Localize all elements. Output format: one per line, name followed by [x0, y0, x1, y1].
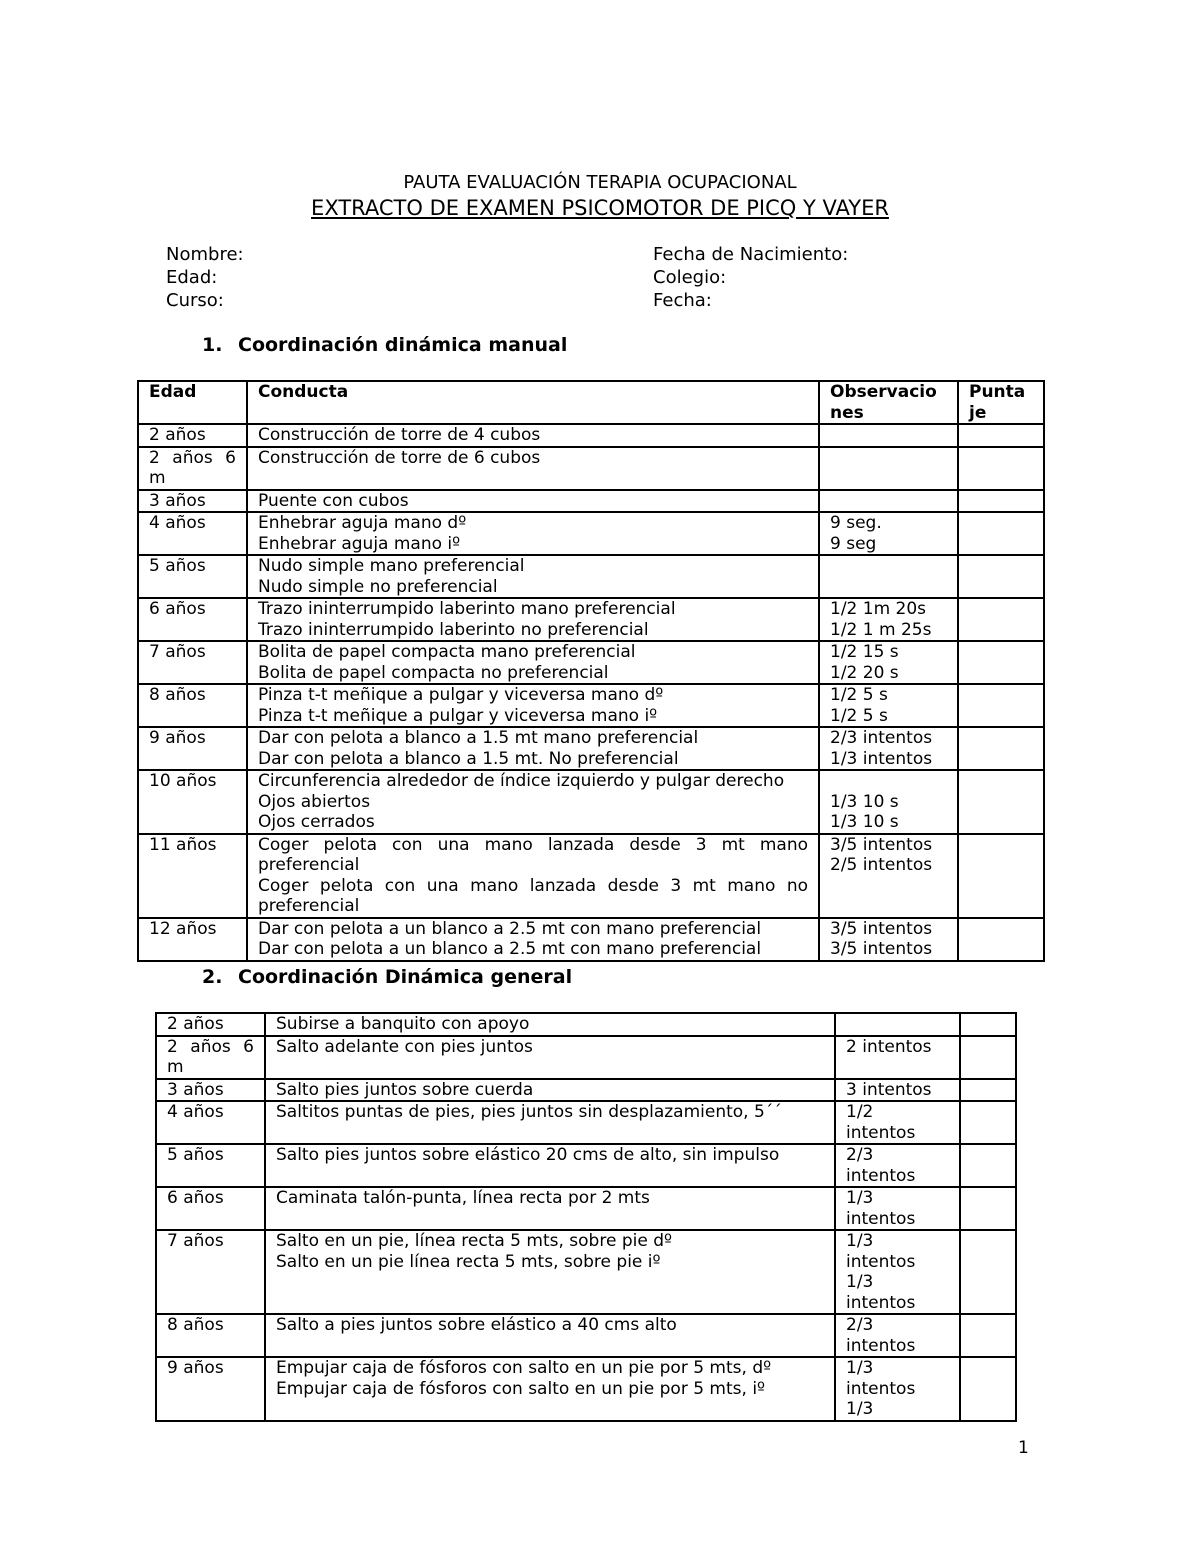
observaciones-cell	[819, 684, 958, 727]
edad-text: 11 años	[149, 834, 217, 855]
observaciones-cell	[819, 424, 958, 447]
observacion-line: 3/5 intentos	[830, 939, 933, 959]
observaciones-cell	[835, 1101, 960, 1144]
document-title: PAUTA EVALUACIÓN TERAPIA OCUPACIONAL	[403, 172, 797, 193]
section2-heading	[202, 966, 572, 988]
observaciones-cell	[819, 447, 958, 490]
conducta-line: Saltitos puntas de pies, pies juntos sin desplazamiento, 5´´	[276, 1102, 782, 1122]
observacion-line: 9 seg.	[830, 513, 882, 533]
edad-cell	[156, 1101, 265, 1144]
puntaje-cell	[958, 512, 1044, 555]
curso-label: Curso:	[166, 290, 224, 311]
conducta-cell	[265, 1230, 835, 1314]
puntaje-cell	[960, 1187, 1016, 1230]
observacion-line: 1/2 1m 20s	[830, 599, 927, 619]
edad-text: 4 años	[149, 513, 206, 533]
table-row	[156, 1230, 1016, 1314]
observacion-line: intentos	[846, 1335, 916, 1356]
conducta-cell	[247, 641, 819, 684]
document-subtitle: EXTRACTO DE EXAMEN PSICOMOTOR DE PICQ Y VAYER	[311, 196, 889, 220]
puntaje-cell	[958, 684, 1044, 727]
edad-cell	[138, 490, 247, 513]
table-row	[138, 424, 1044, 447]
edad-cell	[138, 770, 247, 834]
conducta-line: Salto en un pie línea recta 5 mts, sobre pie iº	[276, 1251, 661, 1272]
conducta-cell	[265, 1314, 835, 1357]
edad-cell	[156, 1357, 265, 1421]
edad-text: 6 años	[167, 1188, 224, 1208]
conducta-line: Salto adelante con pies juntos	[276, 1036, 533, 1057]
conducta-cell	[247, 447, 819, 490]
edad-text: 6 años	[149, 599, 206, 619]
conducta-line: Dar con pelota a blanco a 1.5 mt. No preferencial	[258, 748, 679, 769]
conducta-cell	[265, 1187, 835, 1230]
observacion-line: 1/3	[846, 1358, 874, 1378]
observaciones-cell	[819, 598, 958, 641]
observaciones-cell	[819, 490, 958, 513]
conducta-cell	[265, 1144, 835, 1187]
table-row	[138, 770, 1044, 834]
edad-text: 5 años	[167, 1145, 224, 1165]
edad-text: 5 años	[149, 556, 206, 576]
conducta-line: Nudo simple no preferencial	[258, 576, 498, 597]
conducta-line: Dar con pelota a un blanco a 2.5 mt con mano preferencial	[258, 939, 762, 959]
conducta-line: Salto pies juntos sobre cuerda	[276, 1079, 534, 1100]
observacion-line: 2/3	[846, 1145, 874, 1165]
general-coordination-table	[155, 1012, 1017, 1422]
conducta-line: Nudo simple mano preferencial	[258, 556, 525, 576]
edad-text: 12 años	[149, 918, 217, 939]
table-row	[156, 1314, 1016, 1357]
observacion-line: 2/3	[846, 1315, 874, 1335]
puntaje-cell	[958, 424, 1044, 447]
conducta-cell	[247, 684, 819, 727]
edad-cell	[138, 512, 247, 555]
edad-cell	[138, 918, 247, 961]
conducta-cell	[247, 834, 819, 918]
conducta-cell	[247, 770, 819, 834]
observaciones-cell	[819, 727, 958, 770]
section1-heading	[202, 334, 567, 356]
table-row	[156, 1036, 1016, 1079]
edad-cell	[156, 1079, 265, 1102]
observacion-line: 1/3	[846, 1188, 874, 1208]
colegio-label: Colegio:	[653, 267, 727, 288]
conducta-line: Trazo ininterrumpido laberinto mano preferencial	[258, 599, 676, 619]
edad-text: 2 años	[149, 425, 206, 445]
observacion-line: 3/5 intentos	[830, 918, 933, 939]
observacion-line: 9 seg	[830, 533, 877, 554]
edad-text: 8 años	[149, 685, 206, 705]
puntaje-cell	[958, 490, 1044, 513]
observacion-line: intentos	[846, 1378, 916, 1399]
section1-title: Coordinación dinámica manual	[238, 334, 568, 356]
table-row	[138, 555, 1044, 598]
conducta-line: Salto en un pie, línea recta 5 mts, sobre pie dº	[276, 1231, 672, 1251]
edad-text: 9 años	[149, 728, 206, 748]
puntaje-cell	[958, 447, 1044, 490]
nombre-label: Nombre:	[166, 244, 244, 265]
conducta-cell	[247, 424, 819, 447]
edad-text: 9 años	[167, 1358, 224, 1378]
conducta-line: Dar con pelota a blanco a 1.5 mt mano preferencial	[258, 728, 699, 748]
section1-number: 1.	[202, 334, 223, 356]
page-number: 1	[1018, 1438, 1029, 1458]
puntaje-cell	[960, 1314, 1016, 1357]
conducta-line: Ojos abiertos	[258, 791, 371, 812]
puntaje-cell	[960, 1079, 1016, 1102]
edad-cell	[156, 1314, 265, 1357]
edad-cell	[156, 1144, 265, 1187]
observacion-line: 3/5 intentos	[830, 834, 933, 855]
conducta-cell	[265, 1013, 835, 1036]
puntaje-cell	[960, 1101, 1016, 1144]
conducta-cell	[247, 727, 819, 770]
observaciones-cell	[819, 834, 958, 918]
table-row	[156, 1101, 1016, 1144]
table-row	[138, 490, 1044, 513]
conducta-cell	[265, 1357, 835, 1421]
observaciones-cell	[835, 1314, 960, 1357]
observacion-line: 1/3 10 s	[830, 812, 899, 832]
observacion-line: 2/3 intentos	[830, 728, 933, 748]
table-row	[156, 1357, 1016, 1421]
conducta-cell	[247, 512, 819, 555]
puntaje-cell	[958, 918, 1044, 961]
table-row	[138, 834, 1044, 918]
observaciones-cell	[819, 641, 958, 684]
section2-number: 2.	[202, 966, 223, 988]
puntaje-cell	[960, 1230, 1016, 1314]
edad-text: 7 años	[167, 1231, 224, 1251]
edad-cell	[138, 424, 247, 447]
observacion-line: 1/3	[846, 1272, 874, 1292]
observaciones-cell	[819, 918, 958, 961]
section2-title: Coordinación Dinámica general	[238, 966, 573, 988]
fecha-nacimiento-label: Fecha de Nacimiento:	[653, 244, 849, 265]
observacion-line: 1/3 intentos	[830, 748, 933, 769]
table-row	[138, 684, 1044, 727]
observacion-line: intentos	[846, 1292, 916, 1313]
conducta-line: Bolita de papel compacta mano preferencial	[258, 642, 636, 662]
conducta-line: Salto a pies juntos sobre elástico a 40 cms alto	[276, 1315, 677, 1335]
edad-text: 10 años	[149, 771, 217, 791]
observacion-line: 1/3 10 s	[830, 791, 899, 812]
table-row	[138, 598, 1044, 641]
conducta-line: Pinza t-t meñique a pulgar y viceversa mano dº	[258, 685, 664, 705]
manual-coordination-table	[137, 380, 1045, 962]
observacion-line: intentos	[846, 1165, 916, 1186]
observacion-line: 1/2 15 s	[830, 642, 899, 662]
table-row	[156, 1187, 1016, 1230]
edad-cell	[138, 727, 247, 770]
conducta-line: Construcción de torre de 6 cubos	[258, 447, 541, 468]
observaciones-cell	[819, 512, 958, 555]
puntaje-cell	[958, 641, 1044, 684]
conducta-line: Trazo ininterrumpido laberinto no preferencial	[258, 619, 649, 640]
observacion-line: 3 intentos	[846, 1079, 932, 1100]
conducta-line: Construcción de torre de 4 cubos	[258, 425, 541, 445]
edad-text: 3 años	[167, 1079, 224, 1100]
edad-cell	[156, 1036, 265, 1079]
conducta-cell	[247, 918, 819, 961]
edad-cell	[138, 447, 247, 490]
observaciones-cell	[835, 1036, 960, 1079]
observacion-line: 2/5 intentos	[830, 855, 933, 875]
conducta-line: Coger pelota con una mano lanzada desde 3 mt mano no preferencial	[258, 875, 808, 916]
observaciones-cell	[835, 1230, 960, 1314]
conducta-line: Coger pelota con una mano lanzada desde 3 mt mano preferencial	[258, 834, 808, 875]
observacion-line: 1/2 20 s	[830, 662, 899, 683]
edad-text: 7 años	[149, 642, 206, 662]
observaciones-cell	[835, 1013, 960, 1036]
observacion-line: 2 intentos	[846, 1036, 932, 1057]
conducta-cell	[265, 1079, 835, 1102]
edad-cell	[138, 555, 247, 598]
edad-cell	[156, 1187, 265, 1230]
conducta-line: Dar con pelota a un blanco a 2.5 mt con mano preferencial	[258, 918, 762, 939]
puntaje-cell	[960, 1013, 1016, 1036]
edad-cell	[138, 684, 247, 727]
header-edad: Edad	[138, 381, 247, 424]
header-observaciones: Observacio nes	[819, 381, 958, 424]
table-row	[156, 1079, 1016, 1102]
observacion-line: 1/2	[846, 1102, 874, 1122]
observaciones-cell	[835, 1357, 960, 1421]
observacion-line: 1/2 5 s	[830, 705, 888, 726]
observacion-line	[830, 771, 947, 792]
puntaje-cell	[960, 1036, 1016, 1079]
table-row	[138, 641, 1044, 684]
edad-cell	[156, 1230, 265, 1314]
observaciones-cell	[835, 1079, 960, 1102]
puntaje-cell	[960, 1144, 1016, 1187]
edad-cell	[138, 834, 247, 918]
table-row	[138, 918, 1044, 961]
table-row	[138, 512, 1044, 555]
observacion-line: 1/2 1 m 25s	[830, 619, 932, 640]
conducta-line: Salto pies juntos sobre elástico 20 cms de alto, sin impulso	[276, 1145, 780, 1165]
conducta-cell	[247, 490, 819, 513]
conducta-line: Enhebrar aguja mano dº	[258, 513, 467, 533]
header-puntaje: Punta je	[958, 381, 1044, 424]
edad-cell	[138, 598, 247, 641]
edad-cell	[138, 641, 247, 684]
conducta-line: Enhebrar aguja mano iº	[258, 533, 461, 554]
table-header-row	[138, 381, 1044, 424]
conducta-line: Subirse a banquito con apoyo	[276, 1014, 530, 1034]
conducta-cell	[265, 1036, 835, 1079]
observaciones-cell	[835, 1144, 960, 1187]
observaciones-cell	[835, 1187, 960, 1230]
conducta-line: Pinza t-t meñique a pulgar y viceversa mano iº	[258, 705, 658, 726]
conducta-line: Empujar caja de fósforos con salto en un pie por 5 mts, iº	[276, 1378, 766, 1399]
observacion-line: 1/2 5 s	[830, 685, 888, 705]
observaciones-cell	[819, 770, 958, 834]
conducta-line: Bolita de papel compacta no preferencial	[258, 662, 609, 683]
puntaje-cell	[958, 770, 1044, 834]
puntaje-cell	[960, 1357, 1016, 1421]
edad-text: 8 años	[167, 1315, 224, 1335]
edad-text: 4 años	[167, 1102, 224, 1122]
table-row	[156, 1013, 1016, 1036]
observaciones-cell	[819, 555, 958, 598]
conducta-line: Ojos cerrados	[258, 812, 375, 832]
edad-text: 2 años 6 m	[149, 447, 236, 488]
conducta-line: Caminata talón-punta, línea recta por 2 mts	[276, 1188, 650, 1208]
table-row	[138, 727, 1044, 770]
observacion-line: 1/3	[846, 1231, 874, 1251]
table-row	[138, 447, 1044, 490]
edad-text: 3 años	[149, 490, 206, 511]
observacion-line: intentos	[846, 1208, 916, 1229]
puntaje-cell	[958, 834, 1044, 918]
edad-text: 2 años 6 m	[167, 1036, 254, 1077]
puntaje-cell	[958, 598, 1044, 641]
table-row	[156, 1144, 1016, 1187]
conducta-line: Empujar caja de fósforos con salto en un pie por 5 mts, dº	[276, 1358, 772, 1378]
edad-cell	[156, 1013, 265, 1036]
conducta-cell	[247, 555, 819, 598]
edad-label: Edad:	[166, 267, 218, 288]
conducta-line: Circunferencia alrededor de índice izquierdo y pulgar derecho	[258, 771, 785, 791]
conducta-cell	[247, 598, 819, 641]
puntaje-cell	[958, 555, 1044, 598]
puntaje-cell	[958, 727, 1044, 770]
edad-text: 2 años	[167, 1014, 224, 1034]
observacion-line: intentos	[846, 1251, 916, 1272]
observacion-line: 1/3	[846, 1399, 874, 1419]
conducta-line: Puente con cubos	[258, 490, 409, 511]
conducta-cell	[265, 1101, 835, 1144]
header-conducta: Conducta	[247, 381, 819, 424]
fecha-label: Fecha:	[653, 290, 712, 311]
observacion-line: intentos	[846, 1122, 916, 1143]
